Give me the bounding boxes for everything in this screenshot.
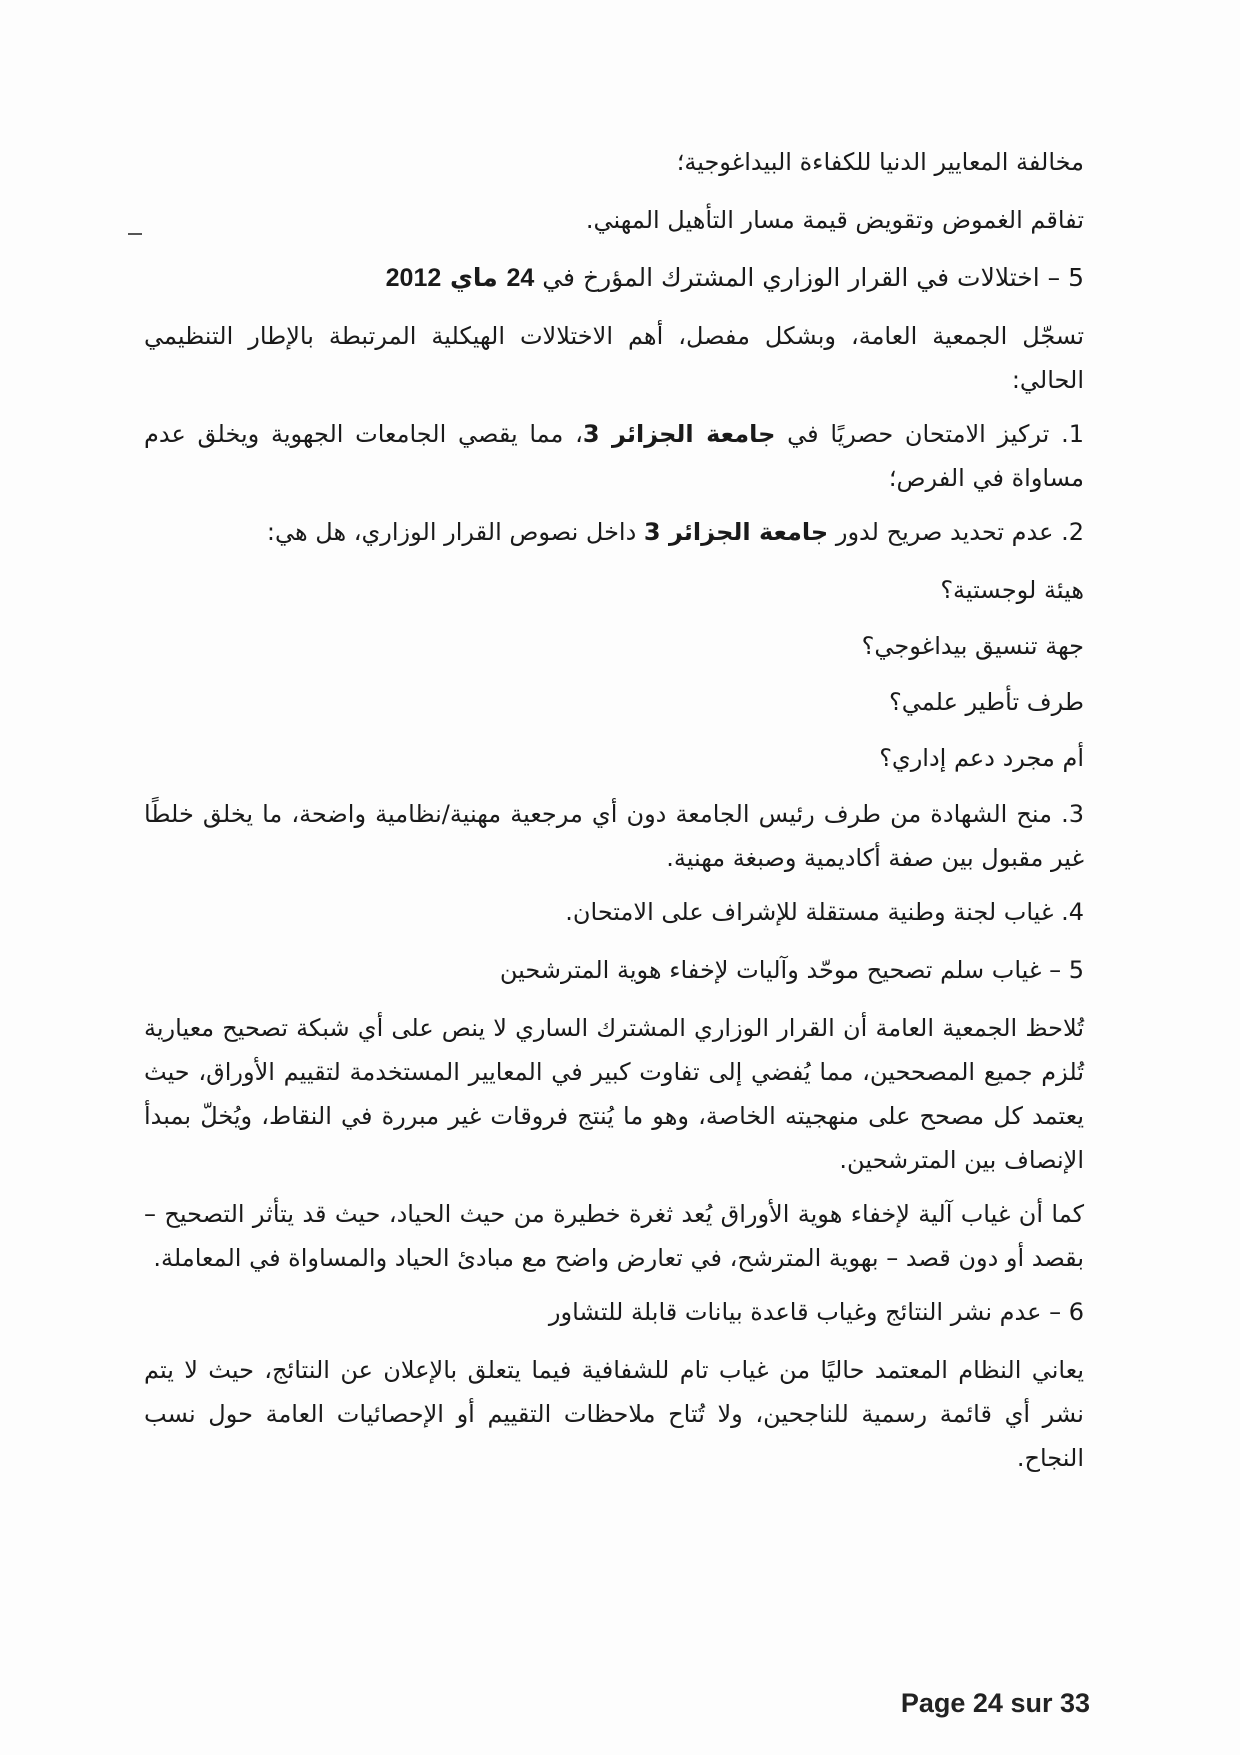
item-2-text-c: داخل نصوص القرار الوزاري، هل هي: (266, 518, 644, 546)
item-2-university: جامعة الجزائر 3 (643, 518, 829, 546)
item-1-university: جامعة الجزائر 3 (582, 420, 776, 448)
document-body (144, 140, 1084, 1490)
heading-unified-grading: 5 – غياب سلم تصحيح موحّد وآليات لإخفاء هوية المترشحين (499, 956, 1084, 984)
heading-5-day: 24 (506, 264, 535, 292)
paragraph-anonymity: كما أن غياب آلية لإخفاء هوية الأوراق يُعد ثغرة خطيرة من حيث الحياد، حيث قد يتأثر التصحيح – بقصد أو دون قصد – بهوية المترشح، في تعارض واضح مع مبادئ الحياد والمساواة في المعاملة. (144, 1200, 1084, 1272)
heading-section-5 (144, 256, 1084, 300)
item-2-text-a: 2. عدم تحديد صريح لدور (828, 518, 1084, 546)
heading-results-publication: 6 – عدم نشر النتائج وغياب قاعدة بيانات قابلة للتشاور (548, 1298, 1084, 1326)
item-3: 3. منح الشهادة من طرف رئيس الجامعة دون أي مرجعية مهنية/نظامية واضحة، ما يخلق خلطًا غير مقبول بين صفة أكاديمية وصبغة مهنية. (144, 800, 1084, 872)
intro-paragraph: تسجّل الجمعية العامة، وبشكل مفصل، أهم الاختلالات الهيكلية المرتبطة بالإطار التنظيمي الحالي: (144, 322, 1084, 394)
item-1-text-c: ، مما يقصي الجامعات الجهوية ويخلق عدم مساواة في الفرص؛ (144, 420, 1084, 492)
question-scientific-supervision: طرف تأطير علمي؟ (889, 688, 1084, 716)
item-2 (184, 510, 1084, 554)
item-1 (144, 412, 1084, 500)
line-pedagogical-standards: مخالفة المعايير الدنيا للكفاءة البيداغوجية؛ (676, 148, 1084, 176)
question-administrative-support: أم مجرد دعم إداري؟ (879, 744, 1084, 772)
item-4: 4. غياب لجنة وطنية مستقلة للإشراف على الامتحان. (565, 898, 1084, 926)
line-professional-path: تفاقم الغموض وتقويض قيمة مسار التأهيل المهني. (585, 206, 1084, 234)
paragraph-grading-grid: تُلاحظ الجمعية العامة أن القرار الوزاري المشترك الساري لا ينص على أي شبكة تصحيح معيارية تُلزم جميع المصححين، مما يُفضي إلى تفاوت كبير في المعايير المستخدمة لتقييم الأوراق، حيث يعتمد كل مصحح على منهجيته الخاصة، وهو ما يُنتج فروقات غير مبررة في النقاط، ويُخلّ بمبدأ الإنصاف بين المترشحين. (144, 1014, 1084, 1174)
heading-5-year: 2012 (385, 264, 442, 292)
question-pedagogical-coordination: جهة تنسيق بيداغوجي؟ (861, 632, 1084, 660)
scan-mark (128, 233, 142, 235)
heading-5-month: ماي (441, 263, 507, 292)
heading-5-prefix: 5 – اختلالات في القرار الوزاري المشترك المؤرخ في (534, 263, 1084, 292)
question-logistic-body: هيئة لوجستية؟ (940, 576, 1084, 604)
item-1-text-a: 1. تركيز الامتحان حصريًا في (775, 420, 1084, 448)
page-number: Page 24 sur 33 (900, 1688, 1090, 1718)
paragraph-transparency: يعاني النظام المعتمد حاليًا من غياب تام للشفافية فيما يتعلق بالإعلان عن النتائج، حيث لا يتم نشر أي قائمة رسمية للناجحين، ولا تُتاح ملاحظات التقييم أو الإحصائيات العامة حول نسب النجاح. (144, 1356, 1084, 1472)
